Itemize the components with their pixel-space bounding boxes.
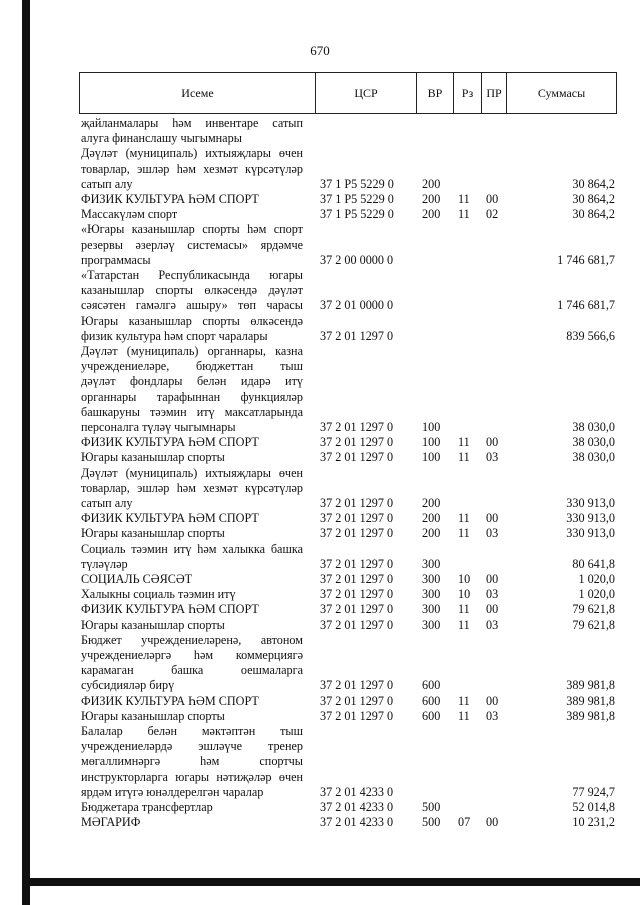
- row-amount: 52 014,8: [572, 800, 615, 814]
- row-vr-code: 600: [422, 708, 441, 723]
- row-rz-code: 10: [458, 587, 471, 602]
- row-vr-code: 200: [422, 526, 441, 541]
- column-header-rz: Рз: [454, 73, 482, 113]
- table-row: [79, 663, 617, 678]
- row-name: ФИЗИК КУЛЬТУРА ҺӘМ СПОРТ: [81, 602, 259, 617]
- row-amount: 77 924,7: [572, 784, 615, 799]
- column-header-sum: Суммасы: [537, 86, 586, 100]
- row-csr-code: 37 1 Р5 5229 0: [320, 192, 394, 206]
- row-amount: 330 913,0: [566, 496, 615, 510]
- row-rz-code: 11: [458, 602, 470, 617]
- table-row: [79, 633, 617, 648]
- row-rz-code: 11: [458, 450, 470, 465]
- row-csr-code: 37 2 01 1297 0: [320, 511, 394, 526]
- row-rz-code: 10: [458, 572, 471, 586]
- row-amount: 389 981,8: [566, 693, 615, 708]
- table-row: [79, 116, 617, 131]
- table-row: [79, 770, 617, 785]
- row-amount: 38 030,0: [572, 435, 615, 450]
- row-name: субсидияләр бирү: [81, 678, 175, 693]
- column-header-pr: ПР: [482, 73, 507, 113]
- row-vr-code: 200: [422, 511, 441, 526]
- row-rz-code: 11: [458, 526, 470, 541]
- row-csr-code: 37 2 01 1297 0: [320, 435, 394, 450]
- table-row: [79, 131, 617, 146]
- row-amount: 839 566,6: [566, 328, 615, 343]
- row-amount: 10 231,2: [572, 815, 615, 830]
- row-name: дәүләт фондлары белән идарә итү: [81, 374, 303, 389]
- row-name: «Югары казанышлар спорты һәм спорт: [81, 222, 303, 237]
- row-name: физик культура һәм спорт чаралары: [81, 328, 268, 343]
- row-name: Дәүләт (муниципаль) ихтыяҗлары өчен: [81, 465, 303, 480]
- row-name: программасы: [81, 252, 151, 267]
- row-name: учреждениеләре, бюджеттан тыш: [81, 359, 303, 374]
- row-name: Бюджетара трансфертлар: [81, 800, 213, 814]
- row-rz-code: 11: [458, 192, 470, 206]
- table-row: [79, 496, 617, 511]
- row-pr-code: 00: [486, 572, 499, 586]
- column-header-name: Исеме: [80, 73, 316, 113]
- row-csr-code: 37 2 01 4233 0: [320, 784, 394, 799]
- table-row: [79, 283, 617, 298]
- table-row: [79, 694, 617, 709]
- table-row: [79, 207, 617, 222]
- table-row: [79, 238, 617, 253]
- row-name: Халыкны социаль тәэмин итү: [81, 587, 236, 602]
- scan-border-left: [22, 0, 30, 905]
- row-vr-code: 200: [422, 176, 441, 191]
- row-name: товарлар, эшләр һәм хезмәт күрсәтүләр: [81, 161, 303, 176]
- row-name: МӘГАРИФ: [81, 815, 141, 830]
- row-amount: 79 621,8: [572, 617, 615, 632]
- row-name: товарлар, эшләр һәм хезмәт күрсәтүләр: [81, 480, 303, 495]
- row-name: «Татарстан Республикасында югары: [81, 268, 303, 282]
- table-row: [79, 557, 617, 572]
- row-csr-code: 37 2 01 4233 0: [320, 800, 394, 814]
- row-name: ФИЗИК КУЛЬТУРА ҺӘМ СПОРТ: [81, 435, 259, 450]
- row-name: Дәүләт (муниципаль) ихтыяҗлары өчен: [81, 146, 303, 161]
- row-csr-code: 37 2 01 4233 0: [320, 815, 394, 830]
- table-row: [79, 709, 617, 724]
- row-csr-code: 37 1 Р5 5229 0: [320, 207, 394, 222]
- row-name: сатып алу: [81, 496, 133, 510]
- row-pr-code: 00: [486, 511, 499, 526]
- row-name: башкаруны тәэмин итү максатларында: [81, 404, 303, 419]
- row-pr-code: 03: [486, 450, 499, 465]
- row-csr-code: 37 2 01 1297 0: [320, 328, 394, 343]
- row-csr-code: 37 1 Р5 5229 0: [320, 176, 394, 191]
- row-name: ФИЗИК КУЛЬТУРА ҺӘМ СПОРТ: [81, 693, 259, 708]
- row-vr-code: 300: [422, 572, 441, 586]
- row-csr-code: 37 2 01 1297 0: [320, 556, 394, 571]
- row-rz-code: 07: [458, 815, 471, 830]
- table-row: [79, 678, 617, 693]
- row-name: Балалар белән мәктәптән тыш: [81, 724, 303, 738]
- row-pr-code: 03: [486, 587, 499, 602]
- row-name: Массакүләм спорт: [81, 207, 178, 222]
- row-pr-code: 00: [486, 815, 499, 830]
- row-csr-code: 37 2 01 0000 0: [320, 298, 394, 313]
- row-csr-code: 37 2 01 1297 0: [320, 602, 394, 617]
- row-name: мөгаллимнәргә һәм спортчы: [81, 754, 303, 769]
- row-amount: 38 030,0: [572, 420, 615, 434]
- row-name: учреждениеләрдә эшләүче тренер: [81, 739, 303, 754]
- row-csr-code: 37 2 01 1297 0: [320, 526, 394, 541]
- table-row: [79, 466, 617, 481]
- row-vr-code: 600: [422, 693, 441, 708]
- row-amount: 330 913,0: [566, 526, 615, 541]
- row-name: Югары казанышлар спорты: [81, 708, 225, 723]
- table-row: [79, 602, 617, 617]
- row-pr-code: 02: [486, 207, 499, 222]
- row-csr-code: 37 2 00 0000 0: [320, 252, 394, 267]
- row-amount: 30 864,2: [572, 192, 615, 206]
- row-csr-code: 37 2 01 1297 0: [320, 450, 394, 465]
- row-amount: 1 746 681,7: [557, 298, 615, 313]
- row-vr-code: 100: [422, 450, 441, 465]
- table-row: [79, 724, 617, 739]
- row-name: казанышлар спорты өлкәсендә дәүләт: [81, 283, 303, 298]
- row-pr-code: 03: [486, 708, 499, 723]
- row-name: ярдәм итүгә юнәлдерелгән чаралар: [81, 784, 264, 799]
- row-vr-code: 600: [422, 678, 441, 693]
- row-pr-code: 03: [486, 617, 499, 632]
- row-csr-code: 37 2 01 1297 0: [320, 420, 394, 434]
- table-row: [79, 572, 617, 587]
- row-vr-code: 300: [422, 587, 441, 602]
- row-pr-code: 00: [486, 602, 499, 617]
- row-vr-code: 300: [422, 617, 441, 632]
- row-amount: 80 641,8: [572, 556, 615, 571]
- table-row: [79, 222, 617, 237]
- row-name: җайланмалары һәм инвентаре сатып: [81, 116, 303, 130]
- row-amount: 1 020,0: [578, 587, 615, 602]
- row-rz-code: 11: [458, 435, 470, 450]
- table-row: [79, 390, 617, 405]
- table-row: [79, 450, 617, 465]
- table-row: [79, 754, 617, 769]
- table-row: [79, 374, 617, 389]
- table-row: [79, 785, 617, 800]
- table-row: [79, 177, 617, 192]
- row-amount: 389 981,8: [566, 708, 615, 723]
- table-row: [79, 359, 617, 374]
- table-row: [79, 542, 617, 557]
- row-amount: 30 864,2: [572, 176, 615, 191]
- row-name: персоналга түләү чыгымнары: [81, 420, 236, 434]
- column-header-vr: ВР: [417, 73, 454, 113]
- table-row: [79, 268, 617, 283]
- row-rz-code: 11: [458, 207, 470, 222]
- row-name: сәясәтен гамәлгә ашыру» төп чарасы: [81, 298, 303, 313]
- row-name: ФИЗИК КУЛЬТУРА ҺӘМ СПОРТ: [81, 511, 259, 526]
- table-row: [79, 162, 617, 177]
- table-row: [79, 739, 617, 754]
- table-row: [79, 800, 617, 815]
- table-row: [79, 481, 617, 496]
- table-row: [79, 192, 617, 207]
- row-name: Югары казанышлар спорты өлкәсендә: [81, 313, 303, 328]
- row-vr-code: 100: [422, 435, 441, 450]
- row-vr-code: 200: [422, 192, 441, 206]
- row-name: Югары казанышлар спорты: [81, 450, 225, 465]
- row-name: Югары казанышлар спорты: [81, 526, 225, 541]
- table-row: [79, 526, 617, 541]
- table-header: [79, 72, 617, 114]
- table-row: [79, 648, 617, 663]
- table-row: [79, 815, 617, 830]
- table-row: [79, 344, 617, 359]
- row-name: сатып алу: [81, 176, 133, 191]
- row-pr-code: 00: [486, 192, 499, 206]
- row-pr-code: 00: [486, 435, 499, 450]
- table-row: [79, 146, 617, 161]
- table-row: [79, 298, 617, 313]
- table-row: [79, 420, 617, 435]
- scan-border-bottom: [22, 878, 640, 886]
- row-name: Югары казанышлар спорты: [81, 617, 225, 632]
- row-vr-code: 500: [422, 815, 441, 830]
- row-name: түләүләр: [81, 556, 128, 571]
- table-row: [79, 511, 617, 526]
- table-row: [79, 405, 617, 420]
- table-row: [79, 435, 617, 450]
- row-name: алуга финанслашу чыгымнары: [81, 131, 242, 146]
- page-number: 670: [310, 43, 330, 58]
- row-vr-code: 100: [422, 420, 441, 434]
- row-name: СОЦИАЛЬ СӘЯСӘТ: [81, 572, 193, 586]
- row-csr-code: 37 2 01 1297 0: [320, 693, 394, 708]
- row-rz-code: 11: [458, 708, 470, 723]
- row-vr-code: 300: [422, 602, 441, 617]
- row-name: Бюджет учреждениеләренә, автоном: [81, 632, 303, 647]
- row-name: органнары тарафыннан функцияләр: [81, 389, 303, 404]
- row-name: резервы әзерләү системасы» ярдәмче: [81, 237, 303, 252]
- row-name: ФИЗИК КУЛЬТУРА ҺӘМ СПОРТ: [81, 192, 259, 206]
- row-csr-code: 37 2 01 1297 0: [320, 708, 394, 723]
- row-amount: 330 913,0: [566, 511, 615, 526]
- row-pr-code: 03: [486, 526, 499, 541]
- row-vr-code: 300: [422, 556, 441, 571]
- row-csr-code: 37 2 01 1297 0: [320, 587, 394, 602]
- row-csr-code: 37 2 01 1297 0: [320, 496, 394, 510]
- row-amount: 1 020,0: [578, 572, 615, 586]
- row-rz-code: 11: [458, 693, 470, 708]
- row-rz-code: 11: [458, 511, 470, 526]
- row-name: инструкторларга югары нәтиҗәләр өчен: [81, 769, 303, 784]
- row-name: учреждениеләргә һәм коммерциягә: [81, 648, 303, 662]
- row-amount: 79 621,8: [572, 602, 615, 617]
- table-row: [79, 618, 617, 633]
- table-row: [79, 314, 617, 329]
- row-csr-code: 37 2 01 1297 0: [320, 572, 394, 586]
- row-name: Дәүләт (муниципаль) органнары, казна: [81, 344, 303, 358]
- row-name: Социаль тәэмин итү һәм халыкка башка: [81, 541, 303, 556]
- row-amount: 1 746 681,7: [557, 252, 615, 267]
- row-vr-code: 200: [422, 496, 441, 510]
- column-header-csr: ЦСР: [316, 73, 417, 113]
- row-amount: 389 981,8: [566, 678, 615, 693]
- row-name: карамаган башка оешмаларга: [81, 663, 303, 678]
- row-csr-code: 37 2 01 1297 0: [320, 678, 394, 693]
- row-csr-code: 37 2 01 1297 0: [320, 617, 394, 632]
- table-row: [79, 587, 617, 602]
- table-row: [79, 329, 617, 344]
- row-rz-code: 11: [458, 617, 470, 632]
- row-amount: 30 864,2: [572, 207, 615, 222]
- row-vr-code: 200: [422, 207, 441, 222]
- table-row: [79, 253, 617, 268]
- row-vr-code: 500: [422, 800, 441, 814]
- row-amount: 38 030,0: [572, 450, 615, 465]
- row-pr-code: 00: [486, 693, 499, 708]
